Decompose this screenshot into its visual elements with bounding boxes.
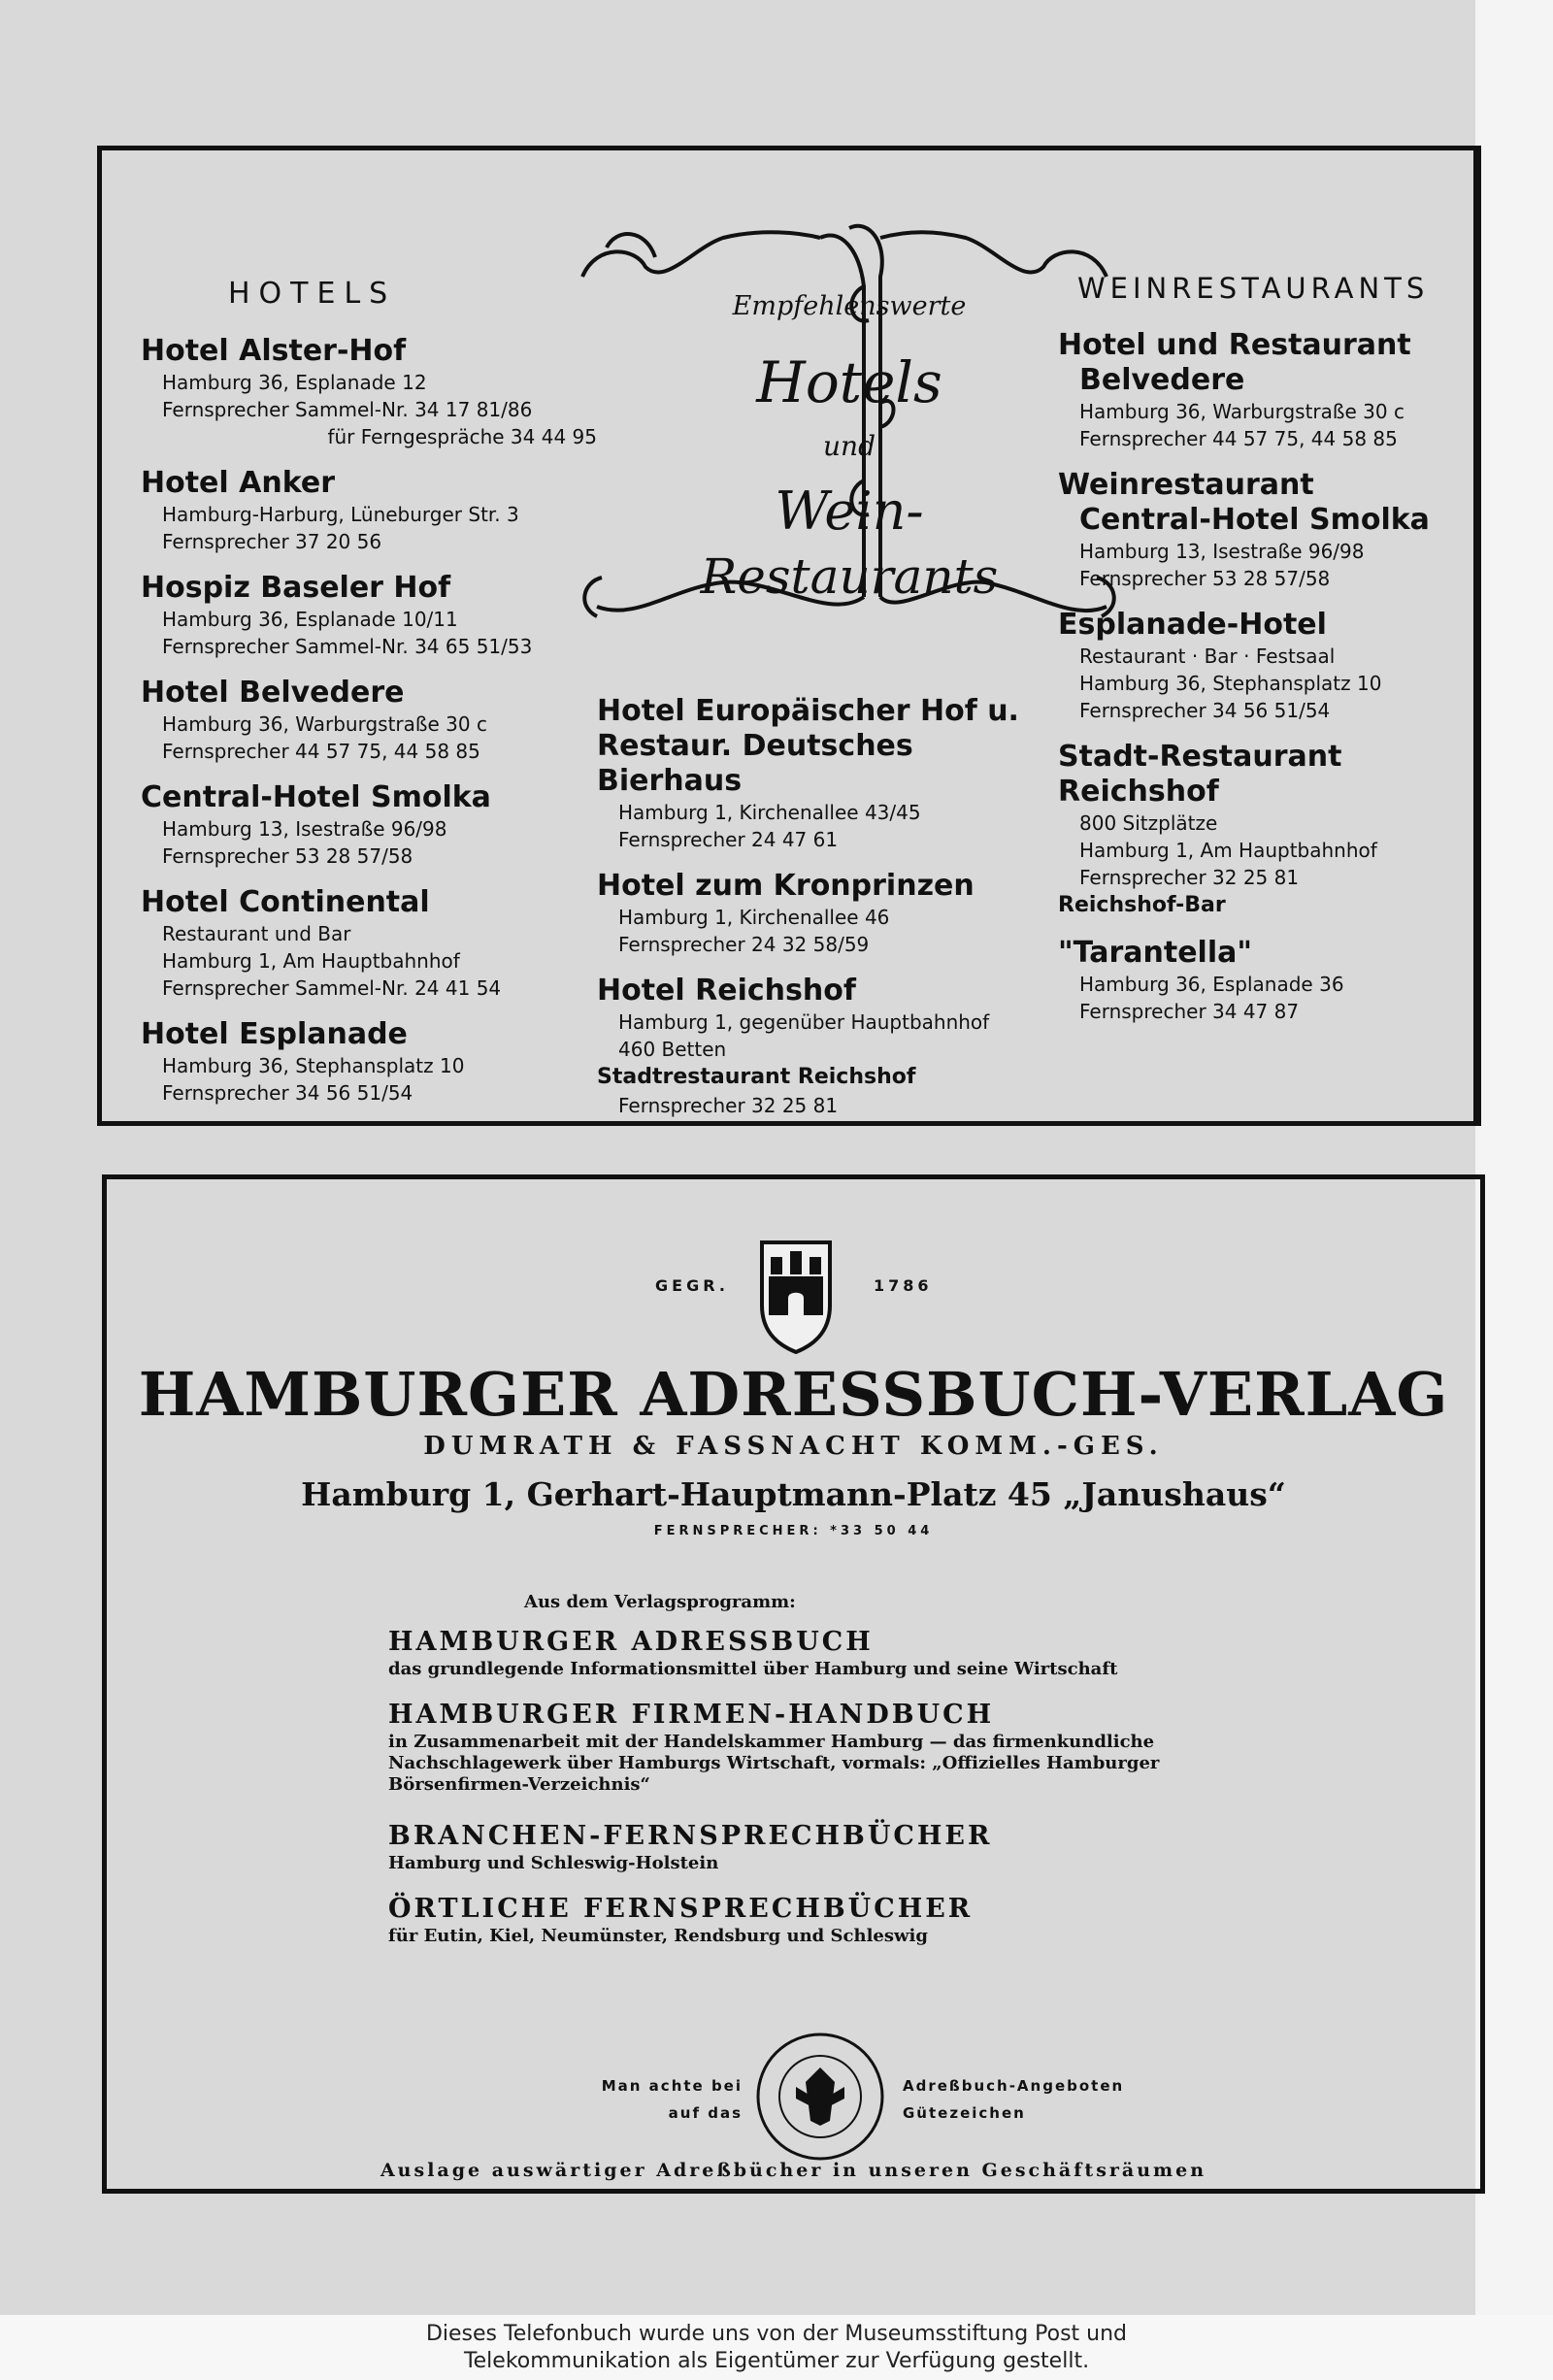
- program-desc: Hamburg und Schleswig-Holstein: [388, 1853, 719, 1873]
- entry-line: Fernsprecher 53 28 57/58: [1079, 567, 1331, 590]
- program-desc: Börsenfirmen-Verzeichnis“: [388, 1774, 650, 1795]
- entry-line: Fernsprecher 24 32 58/59: [618, 933, 870, 956]
- entry-line: Restaurant und Bar: [162, 922, 351, 945]
- program-desc: in Zusammenarbeit mit der Handelskammer Hamburg — das firmenkundliche: [388, 1732, 1155, 1752]
- entry-name: Hotel Reichshof: [597, 974, 856, 1008]
- middle-column: [597, 694, 1043, 1135]
- entry-name: Hotel Anker: [141, 466, 335, 500]
- entry-line: Hamburg 36, Stephansplatz 10: [1079, 672, 1382, 695]
- seal-caption-right: [903, 2072, 1124, 2127]
- entry-line: Restaurant · Bar · Festsaal: [1079, 645, 1336, 668]
- entry-line: Fernsprecher 34 56 51/54: [162, 1081, 413, 1105]
- hotel-listing-box: [97, 146, 1481, 1126]
- ornament-hotels: Hotels: [756, 349, 942, 415]
- entry-line: Hamburg 1, Am Hauptbahnhof: [1079, 839, 1377, 862]
- program-desc: Nachschlagewerk über Hamburgs Wirtschaft, vormals: „Offizielles Hamburger: [388, 1753, 1160, 1773]
- publisher-phone: FERNSPRECHER: *33 50 44: [653, 1524, 934, 1538]
- entry-name: Hotel und Restaurant: [1058, 328, 1411, 362]
- entry-line: Hamburg 36, Esplanade 36: [1079, 973, 1344, 996]
- hotels-column: [141, 277, 626, 1122]
- seal-caption-line: Adreßbuch-Angeboten: [903, 2077, 1125, 2095]
- entry-line: Hamburg 36, Esplanade 12: [162, 371, 427, 394]
- entry-line: Fernsprecher 32 25 81: [618, 1094, 839, 1117]
- seal-caption-line: Gütezeichen: [903, 2104, 1026, 2122]
- publisher-address: Hamburg 1, Gerhart-Hauptmann-Platz 45 „Janushaus“: [301, 1475, 1286, 1513]
- entry-line: Hamburg 13, Isestraße 96/98: [162, 817, 447, 841]
- footer-note: [0, 2315, 1553, 2380]
- list-item: [1058, 740, 1475, 920]
- entry-line: Fernsprecher 44 57 75, 44 58 85: [162, 740, 480, 763]
- entry-line: Fernsprecher 44 57 75, 44 58 85: [1079, 427, 1398, 450]
- entry-line: 800 Sitzplätze: [1079, 811, 1218, 835]
- entry-line: Hamburg 36, Stephansplatz 10: [162, 1054, 465, 1077]
- list-item: [388, 1626, 1359, 1680]
- program-title: BRANCHEN-FERNSPRECHBÜCHER: [388, 1821, 993, 1851]
- weinrestaurants-column: [1058, 272, 1475, 1041]
- list-item: [141, 571, 626, 660]
- ornament-restaurants: Restaurants: [700, 548, 999, 605]
- publisher-title: HAMBURGER ADRESSBUCH-VERLAG: [138, 1359, 1449, 1430]
- entry-line: für Ferngespräche 34 44 95: [327, 425, 597, 448]
- list-item: [141, 780, 626, 870]
- entry-line: Fernsprecher Sammel-Nr. 34 65 51/53: [162, 635, 533, 658]
- footer-line: Telekommunikation als Eigentümer zur Verfügung gestellt.: [463, 2349, 1090, 2373]
- entry-name: Stadt-Restaurant Reichshof: [1058, 740, 1342, 809]
- program-title: ÖRTLICHE FERNSPRECHBÜCHER: [388, 1894, 974, 1924]
- entry-line: Fernsprecher 34 47 87: [1079, 1000, 1300, 1023]
- entry-line: Hamburg 36, Warburgstraße 30 c: [1079, 400, 1404, 423]
- auslage-note: Auslage auswärtiger Adreßbücher in unseren Geschäftsräumen: [380, 2160, 1207, 2181]
- entry-name: Hotel Continental: [141, 885, 430, 919]
- verband-seal-icon: [752, 2029, 888, 2165]
- list-item: [141, 676, 626, 765]
- seal-caption-line: Man achte bei: [601, 2077, 743, 2095]
- entry-line: Fernsprecher Sammel-Nr. 24 41 54: [162, 976, 502, 1000]
- entry-name: Esplanade-Hotel: [1058, 608, 1327, 642]
- publisher-advert-box: [102, 1174, 1485, 2194]
- seal-caption-line: auf das: [668, 2104, 743, 2122]
- list-item: [597, 869, 1043, 958]
- entry-sub: Reichshof-Bar: [1058, 893, 1226, 917]
- list-item: [1058, 608, 1475, 724]
- ornament-wein: Wein-: [775, 480, 924, 542]
- list-item: [597, 694, 1043, 853]
- entry-name: Hotel Alster-Hof: [141, 334, 407, 368]
- entry-line: Fernsprecher 53 28 57/58: [162, 844, 413, 868]
- entry-name: Hotel Esplanade: [141, 1017, 408, 1051]
- list-item: [1058, 328, 1475, 452]
- hotels-heading: HOTELS: [228, 277, 397, 311]
- entry-name: Central-Hotel Smolka: [141, 780, 491, 814]
- ornament-und: und: [823, 430, 876, 462]
- list-item: [141, 885, 626, 1002]
- founded-label: GEGR.: [655, 1276, 729, 1295]
- entry-line: Hamburg 1, gegenüber Hauptbahnhof: [618, 1010, 990, 1034]
- entry-name: Hotel zum Kronprinzen: [597, 869, 975, 903]
- list-item: [388, 1820, 1359, 1874]
- hamburg-crest-icon: [757, 1238, 835, 1354]
- list-item: [388, 1893, 1359, 1947]
- entry-sub: Stadtrestaurant Reichshof: [597, 1065, 916, 1089]
- entry-line: Fernsprecher 37 20 56: [162, 530, 382, 553]
- entry-name-2: Central-Hotel Smolka: [1079, 503, 1430, 537]
- program-intro: Aus dem Verlagsprogramm:: [524, 1592, 796, 1612]
- publisher-subtitle: DUMRATH & FASSNACHT KOMM.-GES.: [423, 1432, 1164, 1461]
- entry-line: Fernsprecher 24 47 61: [618, 828, 839, 851]
- entry-line: Hamburg 1, Am Hauptbahnhof: [162, 949, 460, 973]
- list-item: [141, 1017, 626, 1107]
- entry-name-2: Belvedere: [1079, 363, 1245, 397]
- ornament-title: [578, 189, 1121, 645]
- entry-name: Weinrestaurant: [1058, 468, 1314, 502]
- entry-line: Hamburg 36, Esplanade 10/11: [162, 608, 458, 631]
- entry-name: Hotel Belvedere: [141, 676, 405, 710]
- entry-line: Hamburg 13, Isestraße 96/98: [1079, 540, 1365, 563]
- founded-year: 1786: [874, 1276, 933, 1295]
- list-item: [1058, 936, 1475, 1025]
- list-item: [388, 1699, 1359, 1796]
- entry-name-2: Restaur. Deutsches Bierhaus: [597, 729, 913, 798]
- entry-line: Hamburg 1, Kirchenallee 43/45: [618, 801, 921, 824]
- list-item: [1058, 468, 1475, 592]
- program-title: HAMBURGER FIRMEN-HANDBUCH: [388, 1700, 995, 1730]
- seal-caption-left: [582, 2072, 743, 2127]
- footer-line: Dieses Telefonbuch wurde uns von der Museumsstiftung Post und: [425, 2322, 1128, 2346]
- entry-line: Fernsprecher Sammel-Nr. 34 17 81/86: [162, 398, 533, 421]
- weinrestaurants-heading: WEINRESTAURANTS: [1077, 272, 1430, 305]
- list-item: [141, 334, 626, 450]
- entry-line: Fernsprecher 32 25 81: [1079, 866, 1300, 889]
- entry-line: Fernsprecher 34 56 51/54: [1079, 699, 1331, 722]
- program-title: HAMBURGER ADRESSBUCH: [388, 1627, 874, 1657]
- page-margin: [1475, 0, 1553, 2315]
- entry-name: "Tarantella": [1058, 936, 1252, 970]
- entry-line: Hamburg 36, Warburgstraße 30 c: [162, 712, 487, 736]
- program-desc: das grundlegende Informationsmittel über Hamburg und seine Wirtschaft: [388, 1659, 1118, 1679]
- entry-line: 460 Betten: [618, 1038, 727, 1061]
- ornament-small: Empfehlenswerte: [732, 291, 967, 321]
- entry-line: Hamburg 1, Kirchenallee 46: [618, 906, 890, 929]
- entry-line: Hamburg-Harburg, Lüneburger Str. 3: [162, 503, 519, 526]
- program-desc: für Eutin, Kiel, Neumünster, Rendsburg und Schleswig: [388, 1926, 928, 1946]
- list-item: [597, 974, 1043, 1119]
- entry-name: Hotel Europäischer Hof u.: [597, 694, 1019, 728]
- entry-name: Hospiz Baseler Hof: [141, 571, 451, 605]
- list-item: [141, 466, 626, 555]
